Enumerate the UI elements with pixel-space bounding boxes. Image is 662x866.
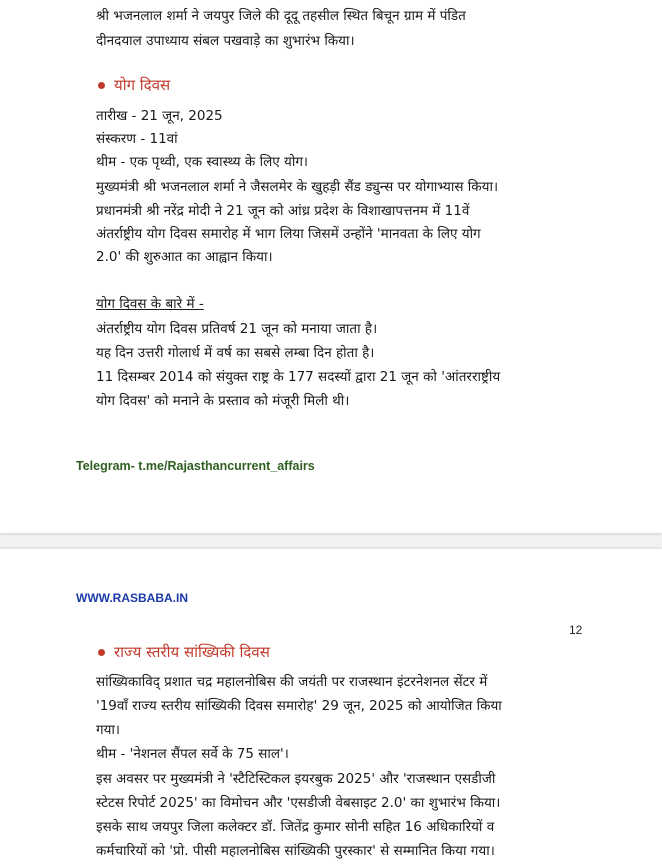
yoga-line-date: तारीख - 21 जून, 2025 [96,108,223,124]
yoga-line-pm-2: अंतर्राष्ट्रीय योग दिवस समारोह में भाग लिया जिसमें उन्होंने 'मानवता के लिए योग [96,226,481,242]
intro-line-1: श्री भजनलाल शर्मा ने जयपुर जिले की दूदू तहसील स्थित बिचून ग्राम में पंडित [96,8,466,24]
website-link[interactable]: WWW.RASBABA.IN [76,591,188,605]
about-line-2: यह दिन उत्तरी गोलार्ध में वर्ष का सबसे लम्बा दिन होता है। [96,345,375,361]
about-line-1: अंतर्राष्ट्रीय योग दिवस प्रतिवर्ष 21 जून को मनाया जाता है। [96,321,378,337]
section-heading-statistics-day: राज्य स्तरीय सांख्यिकी दिवस [114,643,270,661]
yoga-line-cm: मुख्यमंत्री श्री भजनलाल शर्मा ने जैसलमेर के खुहड़ी सैंड ड्युन्स पर योगाभ्यास किया। [96,179,499,195]
yoga-line-pm-3: 2.0' की शुरुआत का आह्वान किया। [96,249,273,265]
bullet-icon [98,82,105,89]
stats-line-8: कर्मचारियों को 'प्रो. पीसी महालनोबिस सांख्यिकी पुरस्कार' से सम्मानित किया गया। [96,843,495,859]
about-line-4: योग दिवस' को मनाने के प्रस्ताव को मंजूरी मिली थी। [96,393,350,409]
about-yoga-subheading: योग दिवस के बारे में - [96,296,204,312]
document-page-2 [0,549,662,866]
stats-line-1: सांख्यिकाविद् प्रशात चद्र महालनोबिस की जयंती पर राजस्थान इंटरनेशनल सेंटर में [96,674,488,690]
yoga-line-pm-1: प्रधानमंत्री श्री नरेंद्र मोदी ने 21 जून को आंध्र प्रदेश के विशाखापत्तनम में 11वें [96,203,470,219]
stats-line-7: इसके साथ जयपुर जिला कलेक्टर डॉ. जितेंद्र कुमार सोनी सहित 16 अधिकारियों व [96,819,495,835]
telegram-link[interactable]: Telegram- t.me/Rajasthancurrent_affairs [76,459,315,473]
bullet-icon [98,649,105,656]
stats-line-3: गया। [96,722,121,738]
page-number: 12 [569,623,583,637]
stats-line-2: '19वाँ राज्य स्तरीय सांख्यिकी दिवस समारोह' 29 जून, 2025 को आयोजित किया [96,698,502,714]
stats-line-6: स्टेटस रिपोर्ट 2025' का विमोचन और 'एसडीजी वेबसाइट 2.0' का शुभारंभ किया। [96,795,501,811]
yoga-line-edition: संस्करण - 11वां [96,131,178,147]
stats-line-4: थीम - 'नेशनल सैंपल सर्वे के 75 साल'। [96,746,289,762]
intro-line-2: दीनदयाल उपाध्याय संबल पखवाड़े का शुभारंभ किया। [96,33,355,49]
about-line-3: 11 दिसम्बर 2014 को संयुक्त राष्ट्र के 177 सदस्यों द्वारा 21 जून को 'आंतरराष्ट्रीय [96,369,501,385]
stats-line-5: इस अवसर पर मुख्यमंत्री ने 'स्टैटिस्टिकल इयरबुक 2025' और 'राजस्थान एसडीजी [96,771,496,787]
section-heading-yoga-day: योग दिवस [114,76,171,94]
yoga-line-theme: थीम - एक पृथ्वी, एक स्वास्थ्य के लिए योग। [96,154,309,170]
